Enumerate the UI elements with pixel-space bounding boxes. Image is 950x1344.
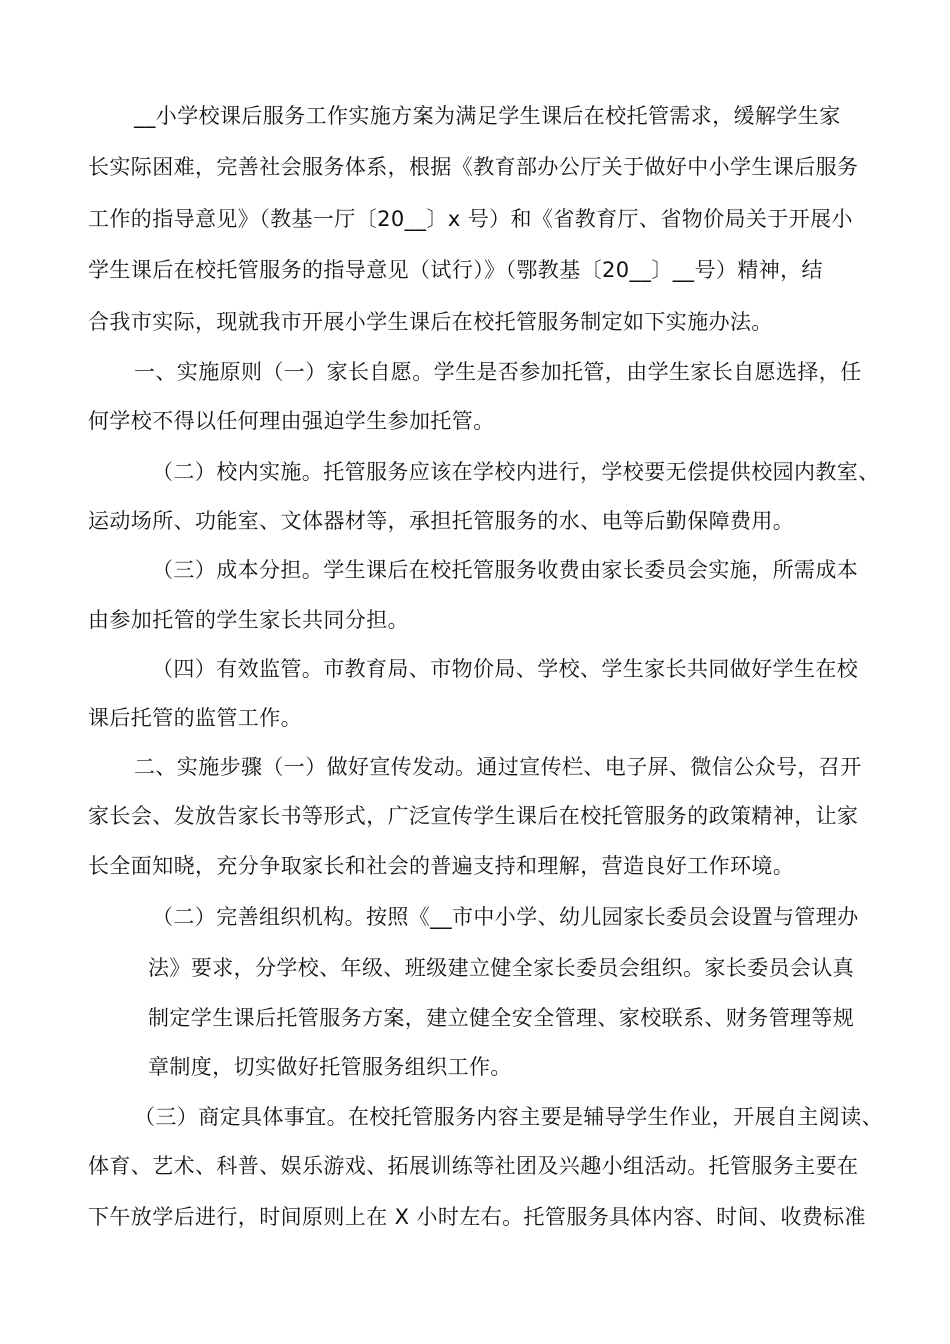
text-line: （三）商定具体事宜。在校托管服务内容主要是辅导学生作业，开展自主阅读、 xyxy=(134,1105,883,1129)
text-line: 合我市实际，现就我市开展小学生课后在校托管服务制定如下实施办法。 xyxy=(88,310,773,334)
text-line: 长实际困难，完善社会服务体系，根据《教育部办公厅关于做好中小学生课后服务 xyxy=(88,155,859,179)
text-line: 一、实施原则（一）家长自愿。学生是否参加托管，由学生家长自愿选择，任 xyxy=(134,360,862,384)
text-line: 课后托管的监管工作。 xyxy=(88,706,302,730)
text-line: 下午放学后进行，时间原则上在 X 小时左右。托管服务具体内容、时间、收费标准 xyxy=(88,1205,866,1229)
text-line: （四）有效监管。市教育局、市物价局、学校、学生家长共同做好学生在校 xyxy=(152,657,859,681)
text-line: 家长会、发放告家长书等形式，广泛宣传学生课后在校托管服务的政策精神，让家 xyxy=(88,804,859,828)
text-line: __小学校课后服务工作实施方案为满足学生课后在校托管需求，缓解学生家 xyxy=(134,104,841,128)
text-line: 制定学生课后托管服务方案，建立健全安全管理、家校联系、财务管理等规 xyxy=(148,1006,855,1030)
text-line: 由参加托管的学生家长共同分担。 xyxy=(88,608,409,632)
text-line: （三）成本分担。学生课后在校托管服务收费由家长委员会实施，所需成本 xyxy=(152,558,859,582)
text-line: 长全面知晓，充分争取家长和社会的普遍支持和理解，营造良好工作环境。 xyxy=(88,854,795,878)
text-line: 章制度，切实做好托管服务组织工作。 xyxy=(148,1055,512,1079)
text-line: 学生课后在校托管服务的指导意见（试行）》（鄂教基〔20__〕__号）精神，结 xyxy=(88,258,823,282)
text-line: （二）校内实施。托管服务应该在学校内进行，学校要无偿提供校园内教室、 xyxy=(152,460,880,484)
text-line: （二）完善组织机构。按照《__市中小学、幼儿园家长委员会设置与管理办 xyxy=(152,905,859,929)
text-line: 体育、艺术、科普、娱乐游戏、拓展训练等社团及兴趣小组活动。托管服务主要在 xyxy=(88,1154,859,1178)
text-line: 二、实施步骤（一）做好宣传发动。通过宣传栏、电子屏、微信公众号，召开 xyxy=(134,755,862,779)
text-line: 工作的指导意见》（教基一厅〔20__〕x 号）和《省教育厅、省物价局关于开展小 xyxy=(88,207,853,231)
text-line: 运动场所、功能室、文体器材等，承担托管服务的水、电等后勤保障费用。 xyxy=(88,509,795,533)
text-line: 法》要求，分学校、年级、班级建立健全家长委员会组织。家长委员会认真 xyxy=(148,956,855,980)
text-line: 何学校不得以任何理由强迫学生参加托管。 xyxy=(88,409,495,433)
